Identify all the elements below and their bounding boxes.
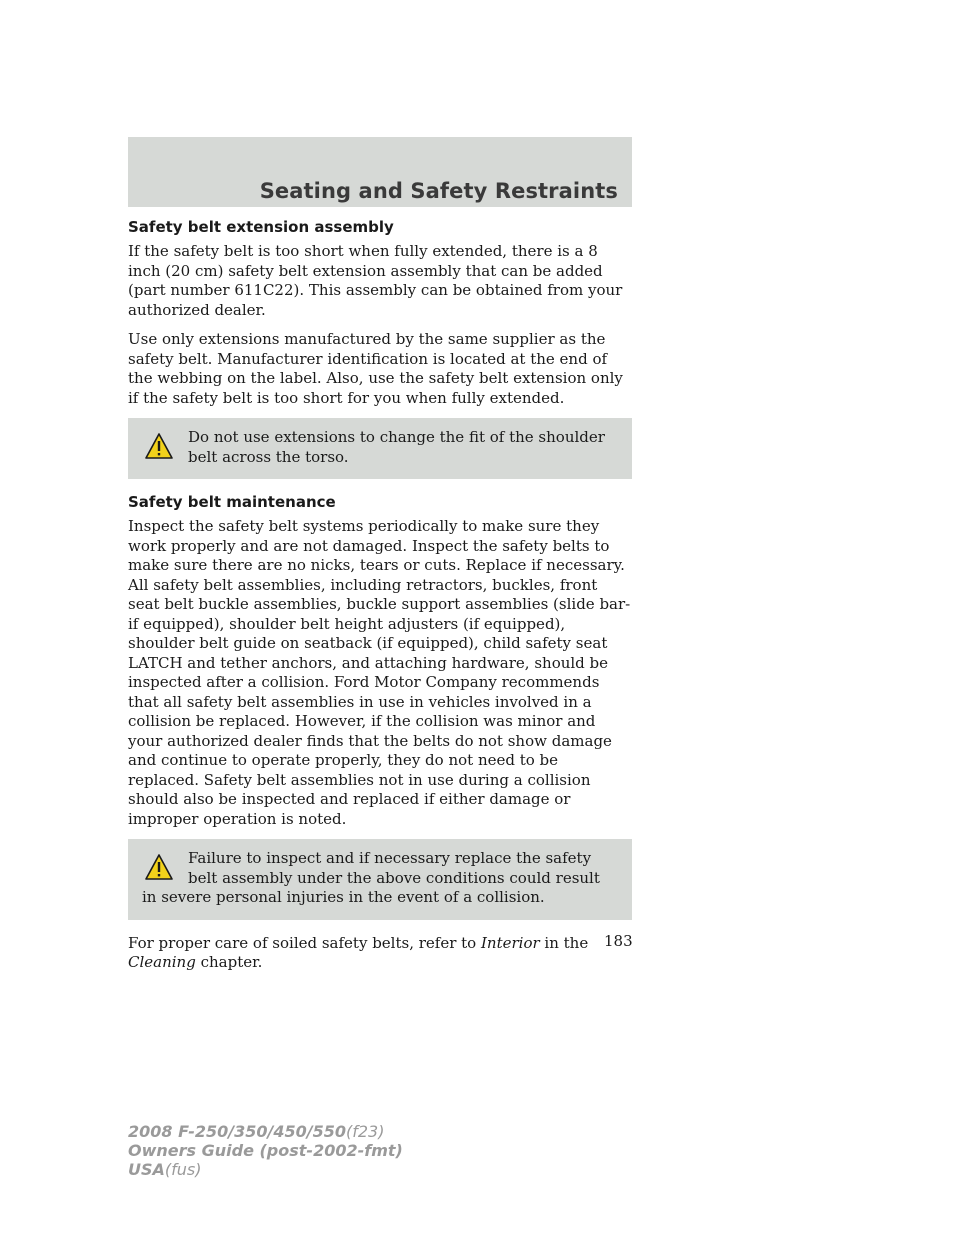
closing-text: chapter.	[195, 953, 263, 971]
footer-line	[128, 1160, 403, 1179]
footer-market-code: (fus)	[164, 1160, 202, 1179]
section-heading-extension: Safety belt extension assembly	[128, 218, 394, 236]
warning-text: Do not use extensions to change the fit of the shoulder belt across the torso.	[188, 428, 605, 466]
footer-market: USA	[128, 1160, 165, 1179]
closing-text: in the	[539, 933, 589, 952]
section-heading-maintenance: Safety belt maintenance	[128, 493, 336, 511]
document-footer	[128, 1122, 403, 1179]
paragraph: Use only extensions manufactured by the same supplier as the safety belt. Manufacturer identification is located at the end of the webbing on the label. Also, use the safety belt extension only if the safety belt is too short for you when fully extended.	[128, 330, 623, 407]
footer-line	[128, 1141, 403, 1160]
closing-text: For proper care of soiled safety belts, refer to	[128, 933, 481, 952]
chapter-header-band	[128, 137, 632, 207]
paragraph: Inspect the safety belt systems periodically to make sure they work properly and are not damaged. Inspect the safety belts to make sure there are no nicks, tears or cuts. Replace if necessary. All safety belt assemblies, including retractors, buckles, front seat belt buckle assemblies, buckle support assemblies (slide bar-if equipped), shoulder belt height adjusters (if equipped), shoulder belt guide on seatback (if equipped), child safety seat LATCH and tether anchors, and attaching hardware, should be inspected after a collision. Ford Motor Company recommends that all safety belt assemblies in use in vehicles involved in a collision be replaced. However, if the collision was minor and your authorized dealer finds that the belts do not show damage and continue to operate properly, they do not need to be replaced. Safety belt assemblies not in use during a collision should also be inspected and replaced if either damage or improper operation is noted.	[128, 517, 631, 828]
page-number: 183	[604, 932, 633, 950]
footer-line	[128, 1122, 403, 1141]
warning-text: Failure to inspect and if necessary replace the safety belt assembly under the above conditions could result in severe personal injuries in the event of a collision.	[142, 849, 600, 906]
cross-reference-cleaning: Cleaning	[128, 953, 196, 971]
warning-triangle-icon	[144, 853, 174, 881]
warning-box	[128, 418, 632, 479]
closing-paragraph	[128, 934, 632, 973]
footer-guide: Owners Guide (post-2002-fmt)	[128, 1141, 403, 1160]
cross-reference-interior: Interior	[480, 933, 540, 952]
warning-box	[128, 839, 632, 920]
warning-triangle-icon	[144, 432, 174, 460]
page-content	[128, 218, 632, 983]
paragraph: If the safety belt is too short when fully extended, there is a 8 inch (20 cm) safety belt extension assembly that can be added (part number 611C22). This assembly can be obtained from your authorized dealer.	[128, 242, 623, 319]
footer-code: (f23)	[346, 1122, 385, 1141]
footer-model: 2008 F-250/350/450/550	[128, 1122, 346, 1141]
chapter-title: Seating and Safety Restraints	[259, 179, 618, 203]
